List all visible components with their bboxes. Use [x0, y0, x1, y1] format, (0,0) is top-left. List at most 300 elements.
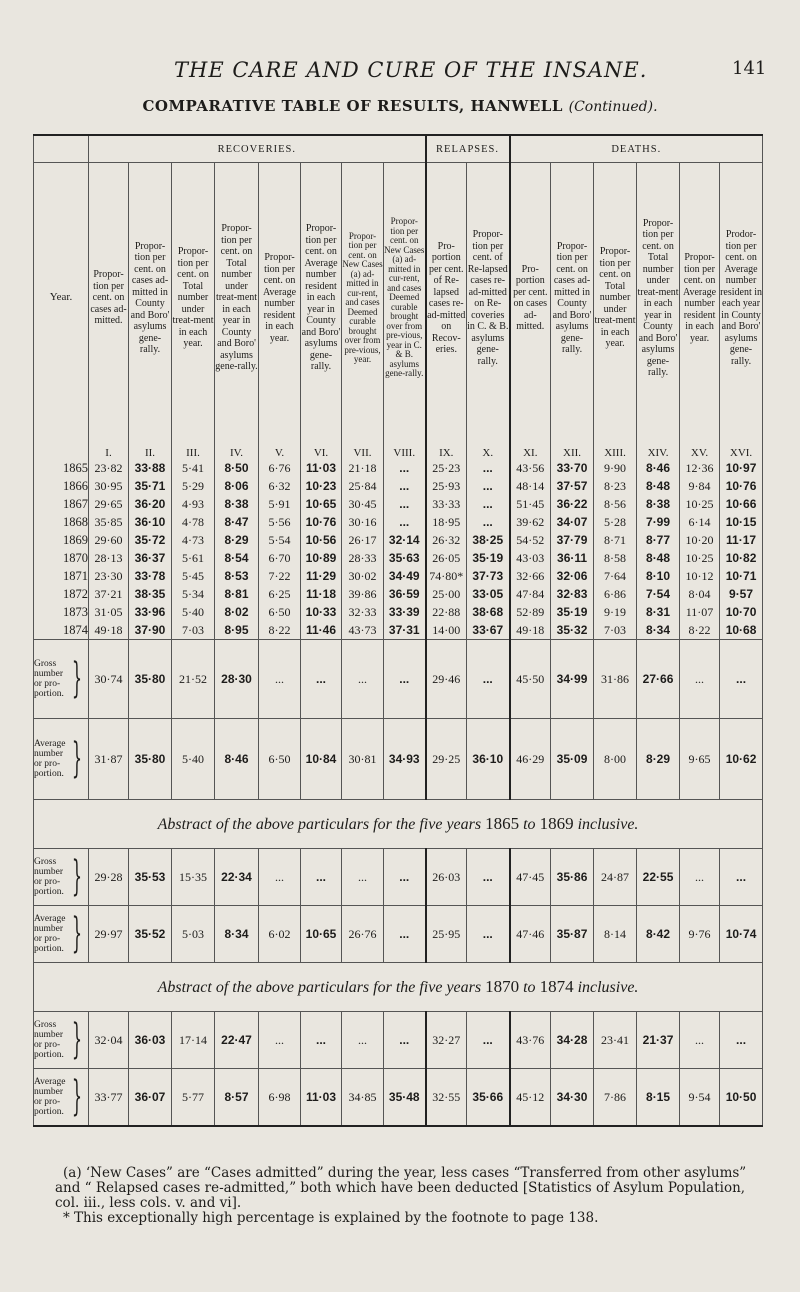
- roman-numeral: VIII.: [384, 433, 426, 459]
- column-header: Prodor-tion per cent. on Average number resident in each year in County and Boro' asylums gene-rally.: [720, 163, 763, 434]
- summary-label-cell: [34, 1069, 89, 1127]
- summary-cell: 27·66: [637, 640, 680, 719]
- table-row: [34, 531, 763, 549]
- summary-cell: 35·80: [129, 719, 172, 800]
- summary-cell: 5·03: [172, 906, 215, 963]
- table-cell: 8·50: [215, 459, 259, 477]
- table-cell: 8·58: [594, 549, 637, 567]
- summary-cell: 17·14: [172, 1012, 215, 1069]
- summary-cell: 36·10: [467, 719, 510, 800]
- column-header: Propor-tion per cent. on Total number under treat-ment in each year.: [594, 163, 637, 434]
- summary-cell: ...: [720, 640, 763, 719]
- brace-glyph: }: [71, 908, 82, 958]
- abstract-year-to: 1874: [539, 977, 574, 996]
- table-cell: 35·63: [384, 549, 426, 567]
- summary-cell: 24·87: [594, 849, 637, 906]
- table-cell: 10·25: [680, 549, 720, 567]
- summary-cell: 7·86: [594, 1069, 637, 1127]
- table-cell: 25·00: [426, 585, 467, 603]
- summary-cell: 34·85: [342, 1069, 384, 1127]
- table-cell: 33·67: [467, 621, 510, 640]
- summary-cell: ...: [467, 906, 510, 963]
- table-cell: 31·05: [89, 603, 129, 621]
- column-header: Propor-tion per cent. on Total number under treat-ment in each year in County and Boro' asylums gene-rally.: [215, 163, 259, 434]
- summary-cell: 8·34: [215, 906, 259, 963]
- column-header: Pro-portion per cent. on cases ad-mitted.: [510, 163, 551, 434]
- table-cell: 9·84: [680, 477, 720, 495]
- table-cell: 5·28: [594, 513, 637, 531]
- summary-cell: 22·55: [637, 849, 680, 906]
- table-cell: 4·78: [172, 513, 215, 531]
- roman-numeral: II.: [129, 433, 172, 459]
- table-cell: 10·70: [720, 603, 763, 621]
- table-cell: ...: [467, 513, 510, 531]
- abstract2-average-row: [34, 1069, 763, 1127]
- table-cell: 6·32: [259, 477, 301, 495]
- roman-numeral: III.: [172, 433, 215, 459]
- summary-cell: ...: [680, 1012, 720, 1069]
- summary-cell: 8·15: [637, 1069, 680, 1127]
- summary-cell: 45·50: [510, 640, 551, 719]
- table-cell: 7·99: [637, 513, 680, 531]
- table-row: [34, 513, 763, 531]
- roman-numeral-row: [34, 433, 763, 459]
- summary-cell: 36·07: [129, 1069, 172, 1127]
- table-cell: 52·89: [510, 603, 551, 621]
- summary-cell: 32·55: [426, 1069, 467, 1127]
- table-cell: 10·71: [720, 567, 763, 585]
- roman-numeral: V.: [259, 433, 301, 459]
- table-cell: 29·65: [89, 495, 129, 513]
- table-cell: 29·60: [89, 531, 129, 549]
- table-cell: 74·80*: [426, 567, 467, 585]
- table-cell: 26·17: [342, 531, 384, 549]
- roman-numeral: XII.: [551, 433, 594, 459]
- table-cell: 7·64: [594, 567, 637, 585]
- table-cell: 35·19: [551, 603, 594, 621]
- abstract-inclusive: inclusive.: [577, 979, 639, 996]
- summary-cell: 22·47: [215, 1012, 259, 1069]
- abstract2-gross-row: [34, 1012, 763, 1069]
- table-cell: 5·45: [172, 567, 215, 585]
- table-cell: 8·54: [215, 549, 259, 567]
- table-cell: ...: [384, 477, 426, 495]
- year-cell: 1873: [34, 603, 89, 621]
- summary-cell: 6·50: [259, 719, 301, 800]
- table-cell: 10·15: [720, 513, 763, 531]
- table-cell: 22·88: [426, 603, 467, 621]
- total-average-row: [34, 719, 763, 800]
- table-cell: 7·03: [172, 621, 215, 640]
- table-cell: 35·85: [89, 513, 129, 531]
- group-deaths: DEATHS.: [510, 135, 763, 163]
- summary-cell: ...: [301, 849, 342, 906]
- group-recoveries: RECOVERIES.: [89, 135, 426, 163]
- summary-cell: 29·46: [426, 640, 467, 719]
- year-cell: 1869: [34, 531, 89, 549]
- summary-cell: 10·50: [720, 1069, 763, 1127]
- summary-cell: 35·09: [551, 719, 594, 800]
- summary-cell: 10·62: [720, 719, 763, 800]
- summary-cell: ...: [467, 849, 510, 906]
- total-gross-row: [34, 640, 763, 719]
- table-cell: 49·18: [510, 621, 551, 640]
- summary-cell: 33·77: [89, 1069, 129, 1127]
- summary-label-cell: [34, 719, 89, 800]
- table-cell: 5·91: [259, 495, 301, 513]
- table-cell: 10·76: [720, 477, 763, 495]
- table-cell: 34·07: [551, 513, 594, 531]
- column-header: Propor-tion per cent. on cases ad-mitted in County and Boro' asylums gene-rally.: [129, 163, 172, 434]
- summary-cell: ...: [720, 1012, 763, 1069]
- table-cell: 10·82: [720, 549, 763, 567]
- table-cell: 10·66: [720, 495, 763, 513]
- column-header: Propor-tion per cent. on cases ad-mitted in County and Boro' asylums gene-rally.: [551, 163, 594, 434]
- table-cell: 37·79: [551, 531, 594, 549]
- summary-cell: ...: [384, 640, 426, 719]
- table-cell: 37·57: [551, 477, 594, 495]
- table-cell: 30·02: [342, 567, 384, 585]
- footnotes: [55, 1166, 767, 1226]
- table-cell: 10·33: [301, 603, 342, 621]
- table-cell: 54·52: [510, 531, 551, 549]
- year-cell: 1867: [34, 495, 89, 513]
- table-cell: 35·72: [129, 531, 172, 549]
- brace-glyph: }: [71, 1071, 82, 1121]
- summary-cell: 8·29: [637, 719, 680, 800]
- table-cell: 6·76: [259, 459, 301, 477]
- summary-cell: 30·74: [89, 640, 129, 719]
- table-cell: 5·61: [172, 549, 215, 567]
- table-cell: 37·21: [89, 585, 129, 603]
- summary-cell: ...: [259, 640, 301, 719]
- roman-numeral: IV.: [215, 433, 259, 459]
- table-cell: 36·20: [129, 495, 172, 513]
- summary-cell: 32·27: [426, 1012, 467, 1069]
- table-cell: 25·93: [426, 477, 467, 495]
- table-cell: 14·00: [426, 621, 467, 640]
- summary-label: Gross number or pro-portion.: [34, 659, 64, 699]
- year-cell: 1868: [34, 513, 89, 531]
- table-cell: 10·25: [680, 495, 720, 513]
- abstract1-gross-row: [34, 849, 763, 906]
- table-cell: 10·56: [301, 531, 342, 549]
- table-cell: 8·56: [594, 495, 637, 513]
- summary-cell: 35·52: [129, 906, 172, 963]
- table-cell: 8·23: [594, 477, 637, 495]
- table-cell: 8·48: [637, 477, 680, 495]
- table-cell: 8·48: [637, 549, 680, 567]
- summary-label: Average number or pro-portion.: [34, 1077, 66, 1117]
- summary-cell: 5·77: [172, 1069, 215, 1127]
- summary-cell: 45·12: [510, 1069, 551, 1127]
- table-cell: 8·04: [680, 585, 720, 603]
- summary-cell: 35·48: [384, 1069, 426, 1127]
- summary-cell: 35·80: [129, 640, 172, 719]
- table-cell: 33·05: [467, 585, 510, 603]
- table-cell: 36·37: [129, 549, 172, 567]
- year-cell: 1866: [34, 477, 89, 495]
- roman-numeral: VI.: [301, 433, 342, 459]
- table-cell: 23·30: [89, 567, 129, 585]
- footnote-star: * This exceptionally high percentage is explained by the footnote to page 138.: [63, 1210, 599, 1226]
- table-cell: 7·22: [259, 567, 301, 585]
- summary-cell: ...: [342, 1012, 384, 1069]
- table-cell: 30·16: [342, 513, 384, 531]
- year-cell: 1870: [34, 549, 89, 567]
- table-cell: ...: [467, 459, 510, 477]
- summary-cell: ...: [384, 1012, 426, 1069]
- table-cell: ...: [384, 459, 426, 477]
- page-number: 141: [732, 58, 767, 79]
- table-cell: 8·29: [215, 531, 259, 549]
- year-cell: 1872: [34, 585, 89, 603]
- table-cell: 10·89: [301, 549, 342, 567]
- table-cell: 8·38: [637, 495, 680, 513]
- summary-cell: 10·84: [301, 719, 342, 800]
- summary-cell: 35·87: [551, 906, 594, 963]
- table-title-continued: (Continued).: [568, 99, 658, 115]
- table-cell: 47·84: [510, 585, 551, 603]
- abstract-year-to: 1869: [539, 814, 574, 833]
- table-cell: 11·07: [680, 603, 720, 621]
- table-cell: 8·77: [637, 531, 680, 549]
- column-header: Propor-tion per cent. on New Cases (a) ad-mitted in cur-rent, and cases Deemed curable brought over from pre-vious, year in C. & B. asylums gene-rally.: [384, 163, 426, 434]
- brace-glyph: }: [71, 653, 82, 703]
- footnote-a: (a) ‘New Cases” are “Cases admitted” during the year, less cases “Transferred from other asylums” and “ Relapsed cases re-admitted,” both which have been deducted [Statistics of Asylum Population, col. iii., less cols. v. and vi].: [55, 1165, 747, 1211]
- table-cell: 39·86: [342, 585, 384, 603]
- column-header: Propor-tion per cent. on Average number resident in each year in County and Boro' asylums gene-rally.: [301, 163, 342, 434]
- table-row: [34, 621, 763, 640]
- table-cell: 25·23: [426, 459, 467, 477]
- table-cell: 9·19: [594, 603, 637, 621]
- abstract-year-from: 1870: [485, 977, 520, 996]
- table-cell: 6·50: [259, 603, 301, 621]
- table-cell: 38·68: [467, 603, 510, 621]
- summary-cell: 43·76: [510, 1012, 551, 1069]
- table-cell: 36·10: [129, 513, 172, 531]
- summary-cell: 46·29: [510, 719, 551, 800]
- table-cell: 8·06: [215, 477, 259, 495]
- summary-cell: 35·86: [551, 849, 594, 906]
- table-cell: 43·03: [510, 549, 551, 567]
- summary-cell: 35·66: [467, 1069, 510, 1127]
- summary-cell: 29·25: [426, 719, 467, 800]
- table-cell: 8·53: [215, 567, 259, 585]
- table-cell: ...: [467, 495, 510, 513]
- table-cell: 10·68: [720, 621, 763, 640]
- table-cell: 8·38: [215, 495, 259, 513]
- summary-cell: 25·95: [426, 906, 467, 963]
- summary-cell: ...: [259, 1012, 301, 1069]
- summary-cell: ...: [301, 640, 342, 719]
- table-cell: ...: [467, 477, 510, 495]
- table-cell: 30·45: [342, 495, 384, 513]
- summary-cell: 9·76: [680, 906, 720, 963]
- summary-cell: 6·02: [259, 906, 301, 963]
- roman-numeral: I.: [89, 433, 129, 459]
- table-cell: 33·33: [426, 495, 467, 513]
- table-cell: 33·39: [384, 603, 426, 621]
- column-header: Propor-tion per cent. on Average number resident in each year.: [680, 163, 720, 434]
- abstract-to: to: [523, 979, 536, 996]
- roman-numeral: VII.: [342, 433, 384, 459]
- summary-cell: 28·30: [215, 640, 259, 719]
- table-cell: 43·73: [342, 621, 384, 640]
- summary-cell: ...: [342, 849, 384, 906]
- table-cell: 33·70: [551, 459, 594, 477]
- year-cell: 1874: [34, 621, 89, 640]
- table-cell: 26·05: [426, 549, 467, 567]
- table-cell: 8·10: [637, 567, 680, 585]
- abstract1-average-row: [34, 906, 763, 963]
- summary-label: Average number or pro-portion.: [34, 739, 66, 779]
- table-cell: 8·31: [637, 603, 680, 621]
- table-cell: 36·59: [384, 585, 426, 603]
- summary-cell: 22·34: [215, 849, 259, 906]
- summary-cell: ...: [680, 849, 720, 906]
- table-row: [34, 495, 763, 513]
- summary-cell: 34·99: [551, 640, 594, 719]
- table-cell: 25·84: [342, 477, 384, 495]
- table-cell: 35·32: [551, 621, 594, 640]
- summary-label: Average number or pro-portion.: [34, 914, 66, 954]
- table-cell: 49·18: [89, 621, 129, 640]
- group-header-row: [34, 135, 763, 163]
- table-cell: ...: [384, 513, 426, 531]
- abstract-1865-1869-heading: [34, 800, 763, 849]
- table-cell: 5·41: [172, 459, 215, 477]
- summary-cell: 15·35: [172, 849, 215, 906]
- abstract-to: to: [523, 816, 536, 833]
- table-row: [34, 477, 763, 495]
- summary-cell: 36·03: [129, 1012, 172, 1069]
- table-cell: 11·46: [301, 621, 342, 640]
- table-cell: 9·90: [594, 459, 637, 477]
- summary-cell: 34·28: [551, 1012, 594, 1069]
- table-body: [34, 433, 763, 1126]
- table-cell: 11·18: [301, 585, 342, 603]
- table-cell: 33·78: [129, 567, 172, 585]
- summary-cell: 5·40: [172, 719, 215, 800]
- column-header: Propor-tion per cent. of Re-lapsed cases re-ad-mitted on Re-coveries in C. & B. asylums gene-rally.: [467, 163, 510, 434]
- year-cell: 1871: [34, 567, 89, 585]
- table-cell: 8·71: [594, 531, 637, 549]
- table-cell: 6·86: [594, 585, 637, 603]
- column-header: Propor-tion per cent. on Total number under treat-ment in each year.: [172, 163, 215, 434]
- summary-label-cell: [34, 906, 89, 963]
- column-header-row: [34, 163, 763, 434]
- column-header: Propor-tion per cent. on Total number under treat-ment in each year in County and Boro' asylums gene-rally.: [637, 163, 680, 434]
- table-cell: 8·34: [637, 621, 680, 640]
- summary-cell: 9·65: [680, 719, 720, 800]
- summary-cell: 32·04: [89, 1012, 129, 1069]
- summary-cell: 23·41: [594, 1012, 637, 1069]
- table-row: [34, 567, 763, 585]
- table-cell: 33·88: [129, 459, 172, 477]
- table-cell: 4·73: [172, 531, 215, 549]
- summary-cell: 9·54: [680, 1069, 720, 1127]
- roman-numeral: XVI.: [720, 433, 763, 459]
- summary-cell: 6·98: [259, 1069, 301, 1127]
- table-title-main: COMPARATIVE TABLE OF RESULTS, HANWELL: [142, 97, 563, 115]
- table-cell: 38·35: [129, 585, 172, 603]
- column-header: Propor-tion per cent. on New Cases (a) ad-mitted in cur-rent, and cases Deemed curable brought over from pre-vious, year.: [342, 163, 384, 434]
- summary-cell: 26·76: [342, 906, 384, 963]
- table-cell: 36·22: [551, 495, 594, 513]
- summary-cell: 8·14: [594, 906, 637, 963]
- summary-cell: 47·45: [510, 849, 551, 906]
- running-head: [0, 58, 800, 84]
- column-header: Propor-tion per cent. on cases ad-mitted.: [89, 163, 129, 434]
- summary-cell: 29·28: [89, 849, 129, 906]
- table-cell: 32·33: [342, 603, 384, 621]
- summary-cell: 35·53: [129, 849, 172, 906]
- results-table: [33, 134, 763, 1127]
- table-cell: 28·13: [89, 549, 129, 567]
- summary-cell: 34·30: [551, 1069, 594, 1127]
- table-cell: 28·33: [342, 549, 384, 567]
- summary-cell: ...: [720, 849, 763, 906]
- table-cell: 4·93: [172, 495, 215, 513]
- summary-cell: 21·37: [637, 1012, 680, 1069]
- roman-blank: [34, 433, 89, 459]
- summary-label: Gross number or pro-portion.: [34, 857, 64, 897]
- table-cell: 10·20: [680, 531, 720, 549]
- abstract-text-a: Abstract of the above particulars for the five years: [157, 979, 482, 996]
- table-title: [0, 97, 800, 115]
- table-cell: 21·18: [342, 459, 384, 477]
- table-cell: 10·65: [301, 495, 342, 513]
- summary-cell: 30·81: [342, 719, 384, 800]
- group-relapses: RELAPSES.: [426, 135, 510, 163]
- table-cell: 11·29: [301, 567, 342, 585]
- roman-numeral: XV.: [680, 433, 720, 459]
- summary-cell: 47·46: [510, 906, 551, 963]
- table-cell: 48·14: [510, 477, 551, 495]
- summary-cell: 31·86: [594, 640, 637, 719]
- summary-label-cell: [34, 640, 89, 719]
- brace-glyph: }: [71, 1014, 82, 1064]
- table-cell: 11·03: [301, 459, 342, 477]
- table-cell: 23·82: [89, 459, 129, 477]
- table-cell: 6·14: [680, 513, 720, 531]
- table-cell: 51·45: [510, 495, 551, 513]
- table-cell: 10·23: [301, 477, 342, 495]
- summary-cell: 34·93: [384, 719, 426, 800]
- table-cell: 11·17: [720, 531, 763, 549]
- summary-cell: 8·46: [215, 719, 259, 800]
- summary-cell: ...: [259, 849, 301, 906]
- table-cell: 8·46: [637, 459, 680, 477]
- table-cell: 8·95: [215, 621, 259, 640]
- column-header: Pro-portion per cent. of Re-lapsed cases re-ad-mitted on Recov-eries.: [426, 163, 467, 434]
- year-header: Year.: [34, 163, 89, 434]
- table-cell: 12·36: [680, 459, 720, 477]
- table-cell: 5·40: [172, 603, 215, 621]
- table-cell: 32·14: [384, 531, 426, 549]
- summary-cell: 21·52: [172, 640, 215, 719]
- table-cell: 5·29: [172, 477, 215, 495]
- table-cell: ...: [384, 495, 426, 513]
- summary-cell: 31·87: [89, 719, 129, 800]
- abstract-text-a: Abstract of the above particulars for the five years: [157, 816, 482, 833]
- summary-cell: 11·03: [301, 1069, 342, 1127]
- summary-cell: ...: [342, 640, 384, 719]
- table-cell: 26·32: [426, 531, 467, 549]
- summary-label-cell: [34, 849, 89, 906]
- table-cell: 5·56: [259, 513, 301, 531]
